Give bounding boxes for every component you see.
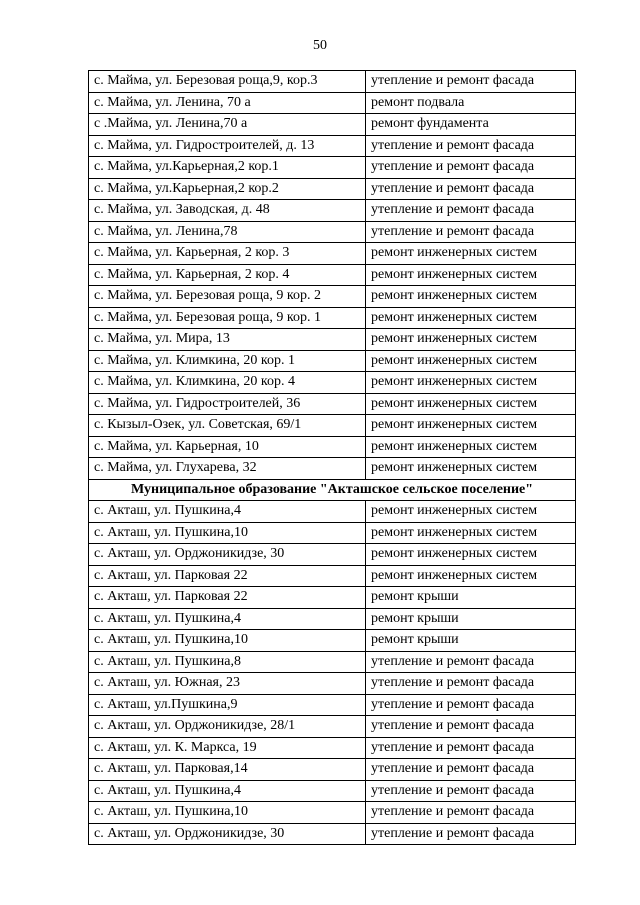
work-type-cell: ремонт фундамента <box>366 114 576 136</box>
section-heading: Муниципальное образование "Акташское сельское поселение" <box>89 479 576 501</box>
work-type-cell: ремонт инженерных систем <box>366 415 576 437</box>
address-cell: с. Майма, ул. Климкина, 20 кор. 1 <box>89 350 366 372</box>
work-type-cell: утепление и ремонт фасада <box>366 802 576 824</box>
work-type-cell: утепление и ремонт фасада <box>366 135 576 157</box>
work-type-cell: ремонт инженерных систем <box>366 372 576 394</box>
table-row <box>89 436 576 458</box>
address-cell: с. Майма, ул. Климкина, 20 кор. 4 <box>89 372 366 394</box>
rows-before <box>89 71 576 480</box>
work-type-cell: ремонт инженерных систем <box>366 522 576 544</box>
address-cell: с. Майма, ул.Карьерная,2 кор.1 <box>89 157 366 179</box>
address-cell: с. Акташ, ул. Парковая,14 <box>89 759 366 781</box>
address-cell: с. Майма, ул. Ленина, 70 а <box>89 92 366 114</box>
address-cell: с. Майма, ул. Карьерная, 2 кор. 4 <box>89 264 366 286</box>
table-row <box>89 565 576 587</box>
address-cell: с. Акташ, ул. К. Маркса, 19 <box>89 737 366 759</box>
table-row <box>89 501 576 523</box>
table-row <box>89 823 576 845</box>
table-row <box>89 780 576 802</box>
work-type-cell: ремонт инженерных систем <box>366 458 576 480</box>
table-row <box>89 71 576 93</box>
address-cell: с. Майма, ул. Карьерная, 10 <box>89 436 366 458</box>
table-row <box>89 92 576 114</box>
address-cell: с. Майма, ул. Гидростроителей, 36 <box>89 393 366 415</box>
address-cell: с. Акташ, ул. Пушкина,8 <box>89 651 366 673</box>
work-type-cell: утепление и ремонт фасада <box>366 759 576 781</box>
work-type-cell: ремонт инженерных систем <box>366 286 576 308</box>
address-cell: с. Майма, ул. Ленина,78 <box>89 221 366 243</box>
table-row <box>89 264 576 286</box>
table-row <box>89 350 576 372</box>
address-cell: с. Акташ, ул. Орджоникидзе, 28/1 <box>89 716 366 738</box>
work-type-cell: ремонт подвала <box>366 92 576 114</box>
table-row <box>89 200 576 222</box>
address-cell: с. Майма, ул. Березовая роща,9, кор.3 <box>89 71 366 93</box>
work-type-cell: ремонт инженерных систем <box>366 501 576 523</box>
address-cell: с. Акташ, ул. Орджоникидзе, 30 <box>89 823 366 845</box>
work-type-cell: утепление и ремонт фасада <box>366 780 576 802</box>
work-type-cell: утепление и ремонт фасада <box>366 673 576 695</box>
address-cell: с. Акташ, ул. Пушкина,10 <box>89 522 366 544</box>
table-row <box>89 737 576 759</box>
table-row <box>89 759 576 781</box>
table-row <box>89 802 576 824</box>
works-table <box>88 70 576 845</box>
table-row <box>89 694 576 716</box>
address-cell: с. Майма, ул. Мира, 13 <box>89 329 366 351</box>
address-cell: с. Акташ, ул. Орджоникидзе, 30 <box>89 544 366 566</box>
work-type-cell: ремонт крыши <box>366 587 576 609</box>
address-cell: с. Майма, ул. Березовая роща, 9 кор. 2 <box>89 286 366 308</box>
table-row <box>89 544 576 566</box>
table-row <box>89 630 576 652</box>
address-cell: с. Майма, ул. Глухарева, 32 <box>89 458 366 480</box>
address-cell: с. Майма, ул. Заводская, д. 48 <box>89 200 366 222</box>
rows-after <box>89 501 576 845</box>
work-type-cell: ремонт инженерных систем <box>366 307 576 329</box>
table-row <box>89 673 576 695</box>
section-row <box>89 479 576 501</box>
work-type-cell: утепление и ремонт фасада <box>366 716 576 738</box>
table-row <box>89 307 576 329</box>
address-cell: с. Акташ, ул. Пушкина,4 <box>89 608 366 630</box>
table-row <box>89 178 576 200</box>
page-number: 50 <box>313 38 327 53</box>
address-cell: с. Акташ, ул.Пушкина,9 <box>89 694 366 716</box>
work-type-cell: ремонт инженерных систем <box>366 393 576 415</box>
work-type-cell: ремонт инженерных систем <box>366 350 576 372</box>
address-cell: с. Акташ, ул. Пушкина,4 <box>89 780 366 802</box>
section-block <box>89 479 576 501</box>
work-type-cell: ремонт крыши <box>366 630 576 652</box>
table-row <box>89 286 576 308</box>
work-type-cell: утепление и ремонт фасада <box>366 71 576 93</box>
table-row <box>89 608 576 630</box>
table-row <box>89 243 576 265</box>
work-type-cell: утепление и ремонт фасада <box>366 651 576 673</box>
address-cell: с. Акташ, ул. Пушкина,10 <box>89 802 366 824</box>
table-row <box>89 716 576 738</box>
address-cell: с. Акташ, ул. Парковая 22 <box>89 587 366 609</box>
work-type-cell: утепление и ремонт фасада <box>366 178 576 200</box>
address-cell: с. Майма, ул. Березовая роща, 9 кор. 1 <box>89 307 366 329</box>
table-row <box>89 522 576 544</box>
work-type-cell: утепление и ремонт фасада <box>366 823 576 845</box>
work-type-cell: утепление и ремонт фасада <box>366 200 576 222</box>
table-row <box>89 329 576 351</box>
table-row <box>89 651 576 673</box>
table-row <box>89 415 576 437</box>
address-cell: с. Майма, ул. Карьерная, 2 кор. 3 <box>89 243 366 265</box>
table-row <box>89 157 576 179</box>
work-type-cell: ремонт крыши <box>366 608 576 630</box>
table-row <box>89 372 576 394</box>
address-cell: с .Майма, ул. Ленина,70 а <box>89 114 366 136</box>
address-cell: с. Акташ, ул. Пушкина,4 <box>89 501 366 523</box>
address-cell: с. Акташ, ул. Пушкина,10 <box>89 630 366 652</box>
address-cell: с. Майма, ул.Карьерная,2 кор.2 <box>89 178 366 200</box>
work-type-cell: ремонт инженерных систем <box>366 264 576 286</box>
address-cell: с. Майма, ул. Гидростроителей, д. 13 <box>89 135 366 157</box>
table-row <box>89 393 576 415</box>
work-type-cell: утепление и ремонт фасада <box>366 157 576 179</box>
address-cell: с. Кызыл-Озек, ул. Советская, 69/1 <box>89 415 366 437</box>
work-type-cell: ремонт инженерных систем <box>366 243 576 265</box>
work-type-cell: утепление и ремонт фасада <box>366 737 576 759</box>
address-cell: с. Акташ, ул. Южная, 23 <box>89 673 366 695</box>
table-row <box>89 221 576 243</box>
work-type-cell: ремонт инженерных систем <box>366 565 576 587</box>
table-row <box>89 114 576 136</box>
work-type-cell: утепление и ремонт фасада <box>366 694 576 716</box>
work-type-cell: ремонт инженерных систем <box>366 544 576 566</box>
table-row <box>89 458 576 480</box>
table-row <box>89 135 576 157</box>
work-type-cell: ремонт инженерных систем <box>366 436 576 458</box>
work-type-cell: ремонт инженерных систем <box>366 329 576 351</box>
table-row <box>89 587 576 609</box>
work-type-cell: утепление и ремонт фасада <box>366 221 576 243</box>
address-cell: с. Акташ, ул. Парковая 22 <box>89 565 366 587</box>
